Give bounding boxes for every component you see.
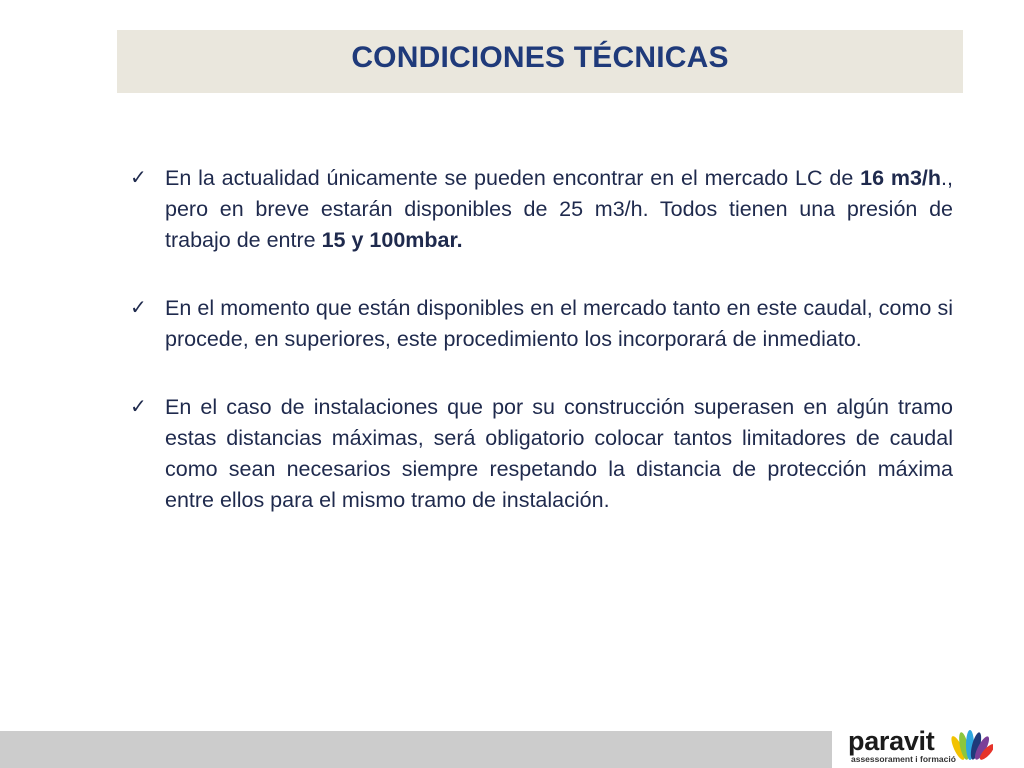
footer-bar bbox=[0, 731, 832, 768]
bullet-1-seg-3: ., pero en breve estarán disponibles de 25 m3/h. Todos tienen una presión de trabajo de entre bbox=[165, 166, 953, 252]
check-icon: ✓ bbox=[130, 167, 147, 189]
bullet-item-2 bbox=[130, 293, 953, 355]
check-icon: ✓ bbox=[130, 297, 147, 319]
fan-leaves-icon bbox=[948, 726, 993, 766]
page-title: CONDICIONES TÉCNICAS bbox=[351, 40, 729, 74]
bullet-3-text: En el caso de instalaciones que por su construcción superasen en algún tramo estas distancias máximas, será obligatorio colocar tantos limitadores de caudal como sean necesarios siempre respetando la distancia de protección máxima entre ellos para el mismo tramo de instalación. bbox=[165, 395, 953, 512]
paravit-logo bbox=[848, 726, 1008, 768]
bullet-item-3 bbox=[130, 392, 953, 516]
check-icon: ✓ bbox=[130, 396, 147, 418]
logo-wordmark: paravit bbox=[848, 726, 935, 756]
bullet-1-seg-2: 16 m3/h bbox=[860, 166, 942, 190]
bullet-1-seg-1: En la actualidad únicamente se pueden encontrar en el mercado LC de bbox=[165, 166, 861, 190]
bullet-1-seg-4: 15 y 100mbar. bbox=[321, 228, 463, 252]
bullet-list bbox=[130, 163, 953, 553]
bullet-2-text: En el momento que están disponibles en el mercado tanto en este caudal, como si procede, en superiores, este procedimiento los incorporará de inmediato. bbox=[165, 296, 953, 351]
title-band bbox=[117, 30, 963, 93]
logo-tagline: assessorament i formació bbox=[851, 754, 956, 764]
bullet-item-1 bbox=[130, 163, 953, 256]
bullet-1-text bbox=[165, 166, 953, 252]
